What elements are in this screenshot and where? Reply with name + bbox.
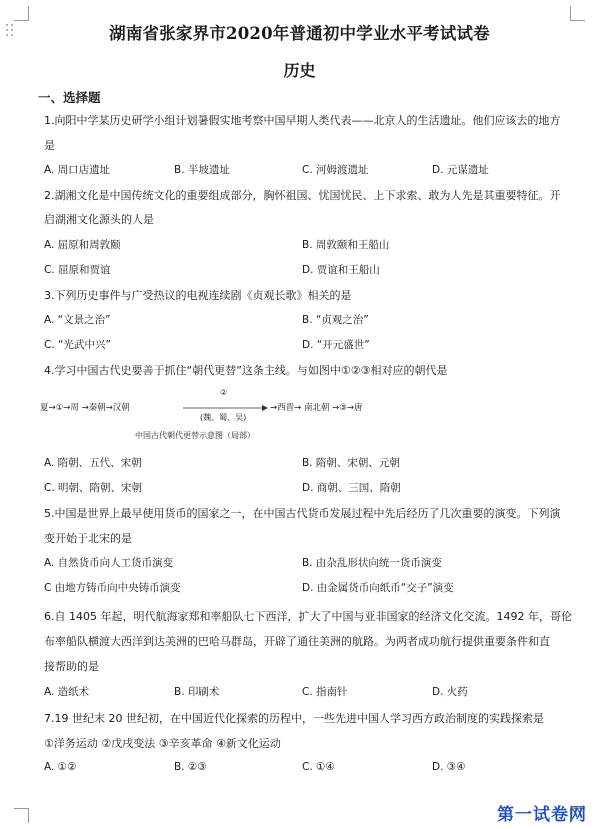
q1-text-line1: 1.向阳中学某历史研学小组计划暑假实地考察中国早期人类代表——北京人的生活遗址。他们应该去的地方: [44, 114, 561, 127]
q1-option-c: C. 河姆渡遗址: [302, 164, 369, 176]
corner-mark-top-left: [14, 6, 29, 21]
q1-text-line2: 是: [44, 139, 55, 152]
q5-text-line1: 5.中国是世界上最早使用货币的国家之一，在中国古代货币发展过程中先后经历了几次重要的演变。下列演: [44, 507, 561, 520]
q5-option-b: B. 由杂乱形状向统一货币演变: [302, 557, 442, 569]
q3-option-d: D. “开元盛世”: [302, 339, 370, 351]
q3-option-c: C. “光武中兴”: [44, 339, 111, 351]
q6-text-line1: 6.自 1405 年起，明代航海家郑和率船队七下西洋，扩大了中国与亚非国家的经济文化交流。1492 年，哥伦: [44, 610, 572, 623]
q7-option-c: C. ①④: [302, 761, 335, 773]
q2-option-b: B. 周敦颐和王船山: [302, 239, 390, 251]
q4-option-a: A. 隋朝、五代、宋朝: [44, 457, 142, 469]
q7-text-line1: 7.19 世纪末 20 世纪初，在中国近代化探索的历程中，一些先进中国人学习西方政治制度的实践探索是: [44, 712, 544, 725]
q4-option-b: B. 隋朝、宋朝、元朝: [302, 457, 400, 469]
q1-option-d: D. 元谋遗址: [432, 164, 489, 176]
q4-option-d: D. 商朝、三国、隋朝: [302, 482, 401, 494]
q5-option-c: C 由地方铸币向中央铸币演变: [44, 582, 181, 594]
q4-text: 4.学习中国古代史要善于抓住“朝代更替”这条主线。与如图中①②③相对应的朝代是: [44, 364, 448, 377]
q4-option-c: C. 明朝、隋朝、宋朝: [44, 482, 143, 494]
q2-text-line2: 启湖湘文化源头的人是: [44, 213, 154, 226]
q6-option-b: B. 印刷术: [174, 686, 220, 698]
q6-text-line3: 接帮助的是: [44, 660, 99, 673]
q3-option-b: B. “贞观之治”: [302, 314, 369, 326]
section-heading: 一、选择题: [38, 90, 101, 105]
q7-option-a: A. ①②: [44, 761, 77, 773]
watermark-text: 第一试卷网: [497, 805, 587, 825]
q3-option-a: A. “文景之治”: [44, 314, 111, 326]
q2-option-d: D. 贾谊和王船山: [302, 264, 380, 276]
dynasty-diagram: [40, 386, 363, 446]
corner-mark-top-right: [570, 6, 585, 21]
diagram-chain-right: →西晋→ 南北朝 →③→唐: [270, 403, 363, 413]
q6-text-line2: 布率船队横渡大西洋到达美洲的巴哈马群岛，开辟了通往美洲的航路。为两者成功航行提供重要条件和直: [44, 635, 550, 648]
q5-option-a: A. 自然货币向人工货币演变: [44, 557, 174, 569]
q2-option-c: C. 屈原和贾谊: [44, 264, 111, 276]
q7-option-d: D. ③④: [432, 761, 466, 773]
exam-title: 湖南省张家界市2020年普通初中学业水平考试试卷: [109, 24, 490, 43]
diagram-three-kingdoms: (魏、蜀、吴): [200, 413, 247, 422]
q6-option-d: D. 火药: [432, 686, 468, 698]
subject-title: 历史: [283, 61, 316, 80]
diagram-arrow-head: [262, 405, 268, 411]
q7-text-line2: ①洋务运动 ②戊戌变法 ③辛亥革命 ④新文化运动: [44, 737, 281, 750]
q3-text: 3.下列历史事件与广受热议的电视连续剧《贞观长歌》相关的是: [44, 289, 352, 302]
diagram-chain-left: 夏→①→周 →秦朝→汉朝: [40, 403, 130, 413]
q1-option-a: A. 周口店遗址: [44, 164, 111, 176]
q5-text-line2: 变开始于北宋的是: [44, 532, 132, 545]
q5-option-d: D. 由金属货币向纸币“交子”演变: [302, 582, 454, 594]
q2-option-a: A. 屈原和周敦颐: [44, 239, 121, 251]
q2-text-line1: 2.湖湘文化是中国传统文化的重要组成部分，胸怀祖国、忧国忧民、上下求索、敢为人先是其重要特征。开: [44, 189, 561, 202]
diagram-caption: 中国古代朝代更替示意图（局部）: [135, 431, 255, 440]
corner-mark-bottom-left: [14, 808, 29, 823]
q6-option-c: C. 指南针: [302, 686, 348, 698]
diagram-arrow-label: ②: [220, 388, 228, 397]
q1-option-b: B. 半坡遗址: [174, 164, 230, 176]
q6-option-a: A. 造纸术: [44, 686, 90, 698]
q7-option-b: B. ②③: [174, 761, 207, 773]
